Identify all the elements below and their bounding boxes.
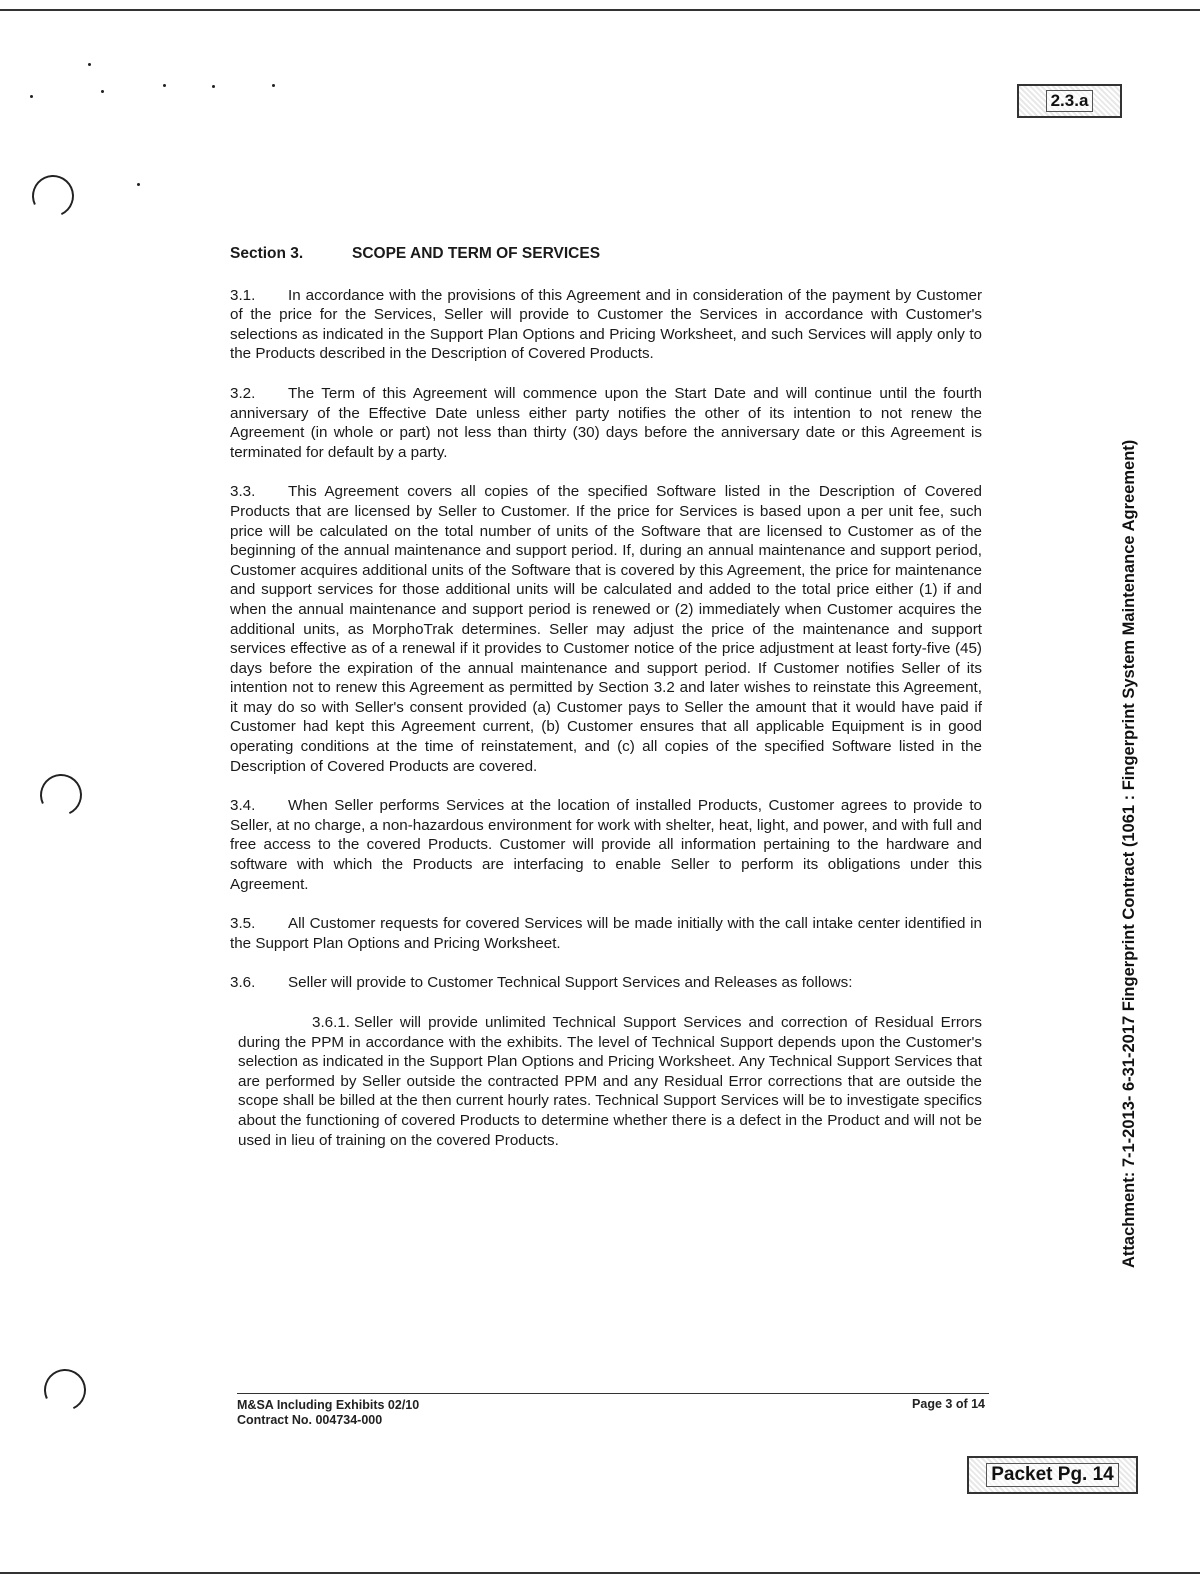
paragraph-3-3 — [230, 482, 982, 776]
scan-speck — [30, 95, 33, 98]
paragraph-3-2 — [230, 384, 982, 462]
paragraph-text: Seller will provide to Customer Technical Support Services and Releases as follows: — [288, 974, 853, 992]
footer-document-version: M&SA Including Exhibits 02/10 — [237, 1398, 420, 1412]
agenda-item-label: 2.3.a — [1046, 90, 1094, 112]
punch-hole-middle — [34, 768, 88, 822]
agenda-item-stamp — [1017, 84, 1122, 118]
scan-bottom-edge — [0, 1572, 1200, 1574]
paragraph-number: 3.6. — [230, 974, 256, 992]
section-title: SCOPE AND TERM OF SERVICES — [352, 245, 601, 262]
document-body — [230, 244, 982, 1170]
scan-speck — [163, 84, 166, 87]
packet-page-label: Packet Pg. 14 — [986, 1463, 1119, 1487]
paragraph-number: 3.5. — [230, 915, 256, 933]
paragraph-number: 3.2. — [230, 384, 256, 402]
paragraph-3-4 — [230, 796, 982, 894]
paragraph-3-5 — [230, 914, 982, 953]
paragraph-text: This Agreement covers all copies of the specified Software listed in the Description of Covered Products that are licensed by Seller to Customer. If the price for Services is based upon a per unit fee, such price will be calculated on the total number of units of the Software that are licensed to Customer as of the beginning of the annual maintenance and support period. If, during an annual maintenance and support period, Customer acquires additional units of the Software that is covered by this Agreement, the price for maintenance and support services for those additional units will be calculated and added to the total price either (1) if and when the annual maintenance and support period is renewed or (2) immediately when Customer acquires the additional units, as MorphoTrak determines. Seller may adjust the price of the maintenance and support services effective as of a renewal if it provides to Customer notice of the price adjustment at least forty-five (45) days before the expiration of the annual maintenance and support period. If Customer notifies Seller of its intention not to renew this Agreement as permitted by Section 3.2 and later wishes to reinstate this Agreement, it may do so with Seller's consent provided (a) Customer pays to Seller the amount that it would have paid if Customer had kept this Agreement current, (b) Customer ensures that all applicable Equipment is in good operating conditions at the time of reinstatement, and (c) all copies of the specified Software listed in the Description of Covered Products are covered. — [230, 483, 982, 775]
scan-speck — [212, 85, 215, 88]
attachment-side-note: Attachment: 7-1-2013- 6-31-2017 Fingerprint Contract (1061 : Fingerprint System Maintenance Agreement) — [1120, 439, 1138, 1268]
section-heading — [230, 244, 982, 264]
footer-page-number: Page 3 of 14 — [912, 1397, 985, 1411]
paragraph-3-6 — [230, 973, 982, 993]
paragraph-number: 3.1. — [230, 286, 256, 304]
footer-contract-number: Contract No. 004734-000 — [237, 1413, 383, 1427]
scan-top-edge — [0, 9, 1200, 11]
punch-hole-top — [26, 169, 80, 223]
scan-speck — [88, 63, 91, 66]
page-footer — [237, 1393, 989, 1428]
scan-speck — [272, 84, 275, 87]
paragraph-text: All Customer requests for covered Services will be made initially with the call intake center identified in the Support Plan Options and Pricing Worksheet. — [230, 915, 982, 952]
subparagraph-number: 3.6.1. — [312, 1014, 350, 1031]
paragraph-text: The Term of this Agreement will commence upon the Start Date and will continue until the fourth anniversary of the Effective Date unless either party notifies the other of its intention to not renew the Agreement (in whole or part) not less than thirty (30) days before the anniversary date or this Agreement is terminated for default by a party. — [230, 384, 982, 461]
packet-page-stamp — [967, 1456, 1138, 1494]
subparagraph-text: Seller will provide unlimited Technical Support Services and correction of Residual Errors during the PPM in accordance with the exhibits. The level of Technical Support depends upon the Customer's selection as indicated in the Support Plan Options and Pricing Worksheet. Any Technical Support Services that are performed by Seller outside the contracted PPM and any Residual Error corrections that are outside the scope shall be billed at the then current hourly rates. Technical Support Services will be to investigate specifics about the functioning of covered Products to determine whether there is a defect in the Product and will not be used in lieu of training on the covered Products. — [238, 1014, 982, 1149]
paragraph-number: 3.3. — [230, 483, 256, 501]
paragraph-number: 3.4. — [230, 797, 256, 815]
punch-hole-bottom — [38, 1363, 92, 1417]
paragraph-text: In accordance with the provisions of this Agreement and in consideration of the payment by Customer of the price for the Services, Seller will provide to Customer the Services in accordance with Customer's selections as indicated in the Support Plan Options and Pricing Worksheet, and such Services will apply only to the Products described in the Description of Covered Products. — [230, 286, 982, 363]
paragraph-3-1 — [230, 286, 982, 364]
paragraph-text: When Seller performs Services at the location of installed Products, Customer agrees to provide to Seller, at no charge, a non-hazardous environment for work with shelter, heat, light, and power, and with full and free access to the covered Products. Customer will provide all information pertaining to the hardware and software with which the Products are interfacing to enable Seller to perform its obligations under this Agreement. — [230, 797, 982, 893]
paragraph-3-6-1 — [230, 1013, 982, 1150]
scan-speck — [101, 90, 104, 93]
section-number: Section 3. — [230, 245, 304, 262]
scan-speck — [137, 183, 140, 186]
